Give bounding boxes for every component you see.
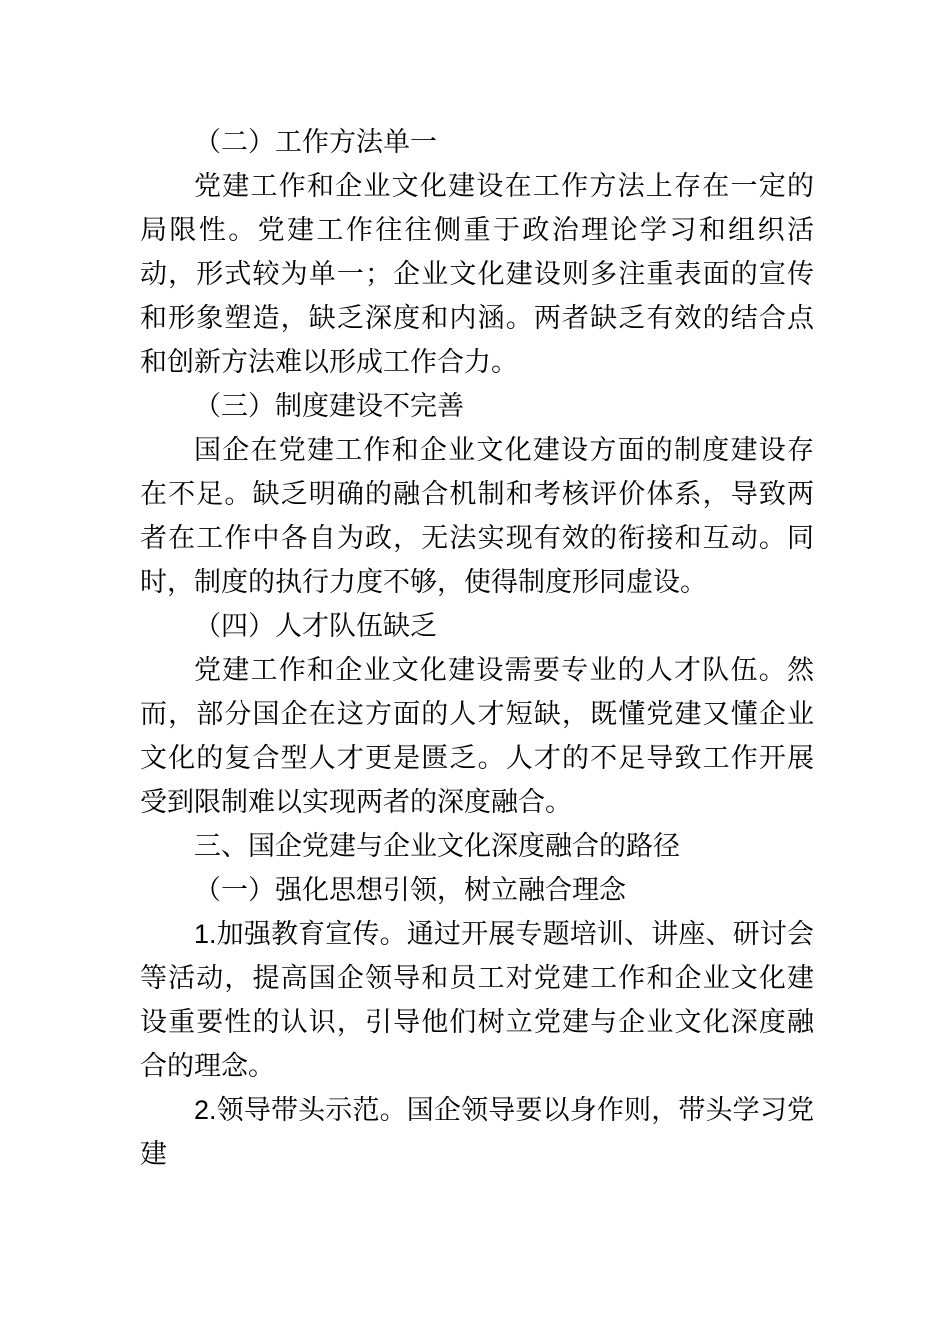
subheading-ideological-guidance: （一）强化思想引领，树立融合理念: [194, 875, 626, 905]
section-heading-deep-fusion-path: 三、国企党建与企业文化深度融合的路径: [194, 831, 680, 861]
para-talent-shortage-detail: 党建工作和企业文化建设需要专业的人才队伍。然而，部分国企在这方面的人才短缺，既懂党建又懂企业文化的复合型人才更是匮乏。人才的不足导致工作开展受到限制难以实现两者的深度融合。: [140, 655, 814, 817]
para-work-method-limitations: 党建工作和企业文化建设在工作方法上存在一定的局限性。党建工作往往侧重于政治理论学习和组织活动，形式较为单一；企业文化建设则多注重表面的宣传和形象塑造，缺乏深度和内涵。两者缺乏有效的结合点和创新方法难以形成工作合力。: [140, 171, 814, 377]
para-education-publicity: 1.加强教育宣传。通过开展专题培训、讲座、研讨会等活动，提高国企领导和员工对党建工作和企业文化建设重要性的认识，引导他们树立党建与企业文化深度融合的理念。: [140, 919, 814, 1081]
subheading-system-construction-imperfect: （三）制度建设不完善: [194, 391, 464, 421]
subheading-work-method-single: （二）工作方法单一: [194, 127, 437, 157]
para-system-construction-deficiency: 国企在党建工作和企业文化建设方面的制度建设存在不足。缺乏明确的融合机制和考核评价体系，导致两者在工作中各自为政，无法实现有效的衔接和互动。同时，制度的执行力度不够，使得制度形同虚设。: [140, 435, 814, 597]
document-content: [140, 120, 814, 1176]
para-leader-example: 2.领导带头示范。国企领导要以身作则，带头学习党建: [140, 1095, 814, 1169]
subheading-talent-team-shortage: （四）人才队伍缺乏: [194, 611, 437, 641]
